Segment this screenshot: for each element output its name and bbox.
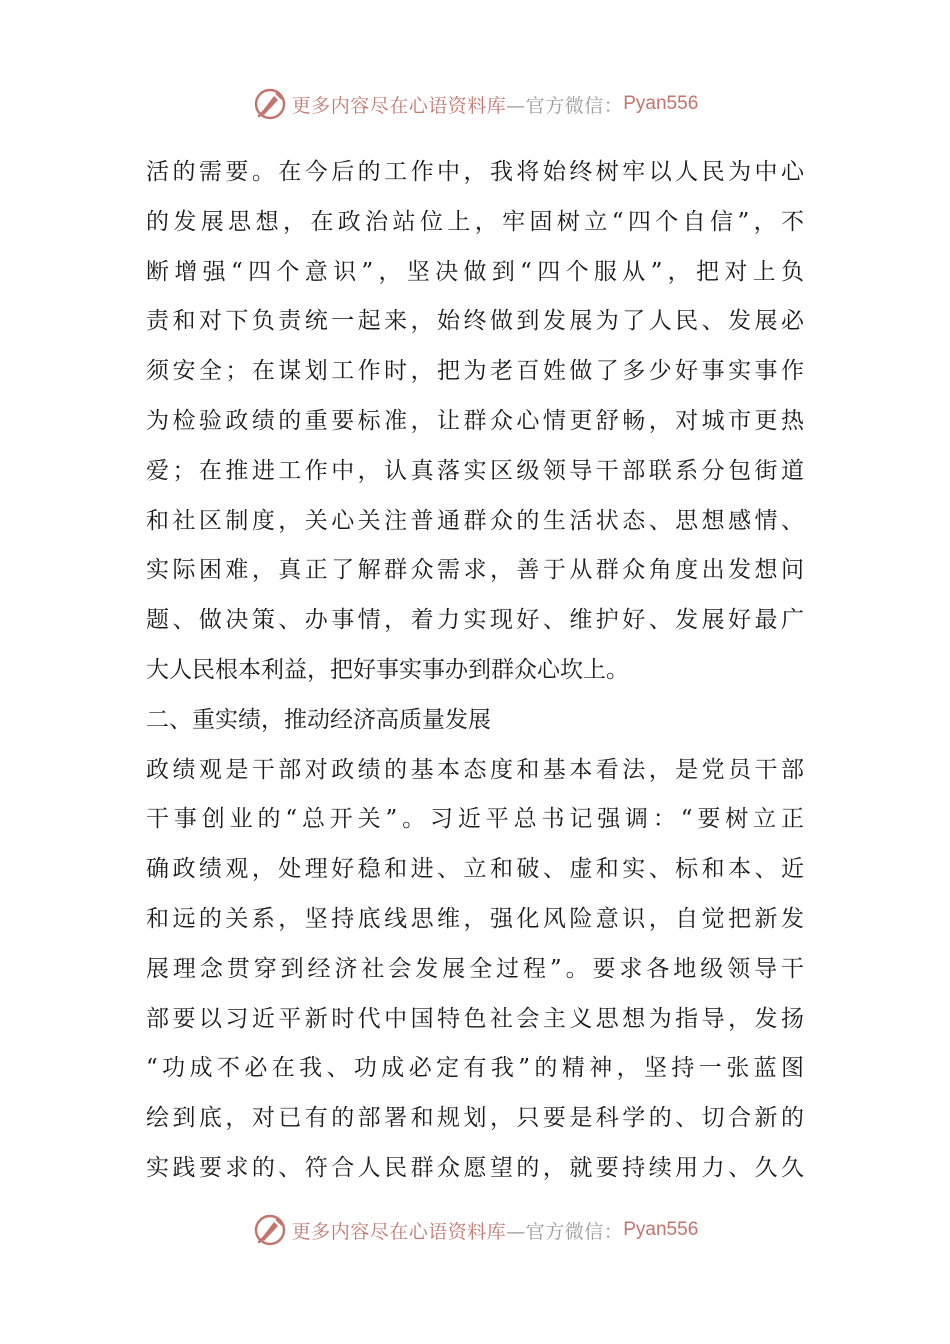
body-line: 干事创业的“总开关”。习近平总书记强调：“要树立正 (146, 806, 804, 833)
header-banner (0, 82, 950, 126)
body-line: 和社区制度，关心关注普通群众的生活状态、思想感情、 (146, 507, 804, 534)
banner-wechat-id: Pyan556 (623, 93, 699, 114)
banner-wechat-label: —官方微信： (506, 1220, 624, 1243)
body-line: 实际困难，真正了解群众需求，善于从群众角度出发想问 (146, 557, 804, 584)
body-line: “功成不必在我、功成必定有我”的精神，坚持一张蓝图 (146, 1055, 804, 1082)
pen-nib-circle-icon (252, 86, 288, 122)
banner-title: 更多内容尽在心语资料库 (291, 94, 507, 117)
body-line: 题、做决策、办事情，着力实现好、维护好、发展好最广 (146, 607, 804, 634)
banner-wechat-label: —官方微信： (506, 94, 624, 117)
banner-title: 更多内容尽在心语资料库 (291, 1220, 507, 1243)
body-line: 部要以习近平新时代中国特色社会主义思想为指导，发扬 (146, 1005, 804, 1032)
body-line: 爱；在推进工作中，认真落实区级领导干部联系分包街道 (146, 457, 804, 484)
body-line: 的发展思想，在政治站位上，牢固树立“四个自信”，不 (146, 208, 804, 235)
body-line: 和远的关系，坚持底线思维，强化风险意识，自觉把新发 (146, 905, 804, 932)
body-line: 活的需要。在今后的工作中，我将始终树牢以人民为中心 (146, 159, 804, 185)
body-line: 责和对下负责统一起来，始终做到发展为了人民、发展必 (146, 308, 804, 335)
body-line: 断增强“四个意识”，坚决做到“四个服从”，把对上负 (146, 258, 804, 285)
pen-nib-circle-icon (252, 1212, 288, 1248)
footer-banner (0, 1208, 950, 1252)
body-line: 为检验政绩的重要标准，让群众心情更舒畅，对城市更热 (146, 407, 804, 434)
body-line: 实践要求的、符合人民群众愿望的，就要持续用力、久久 (146, 1154, 804, 1181)
document-body (146, 148, 804, 1194)
banner-wechat-id: Pyan556 (623, 1219, 699, 1240)
body-line: 政绩观是干部对政绩的基本态度和基本看法，是党员干部 (146, 756, 804, 783)
section-heading: 二、重实绩，推动经济高质量发展 (146, 706, 491, 733)
body-line: 确政绩观，处理好稳和进、立和破、虚和实、标和本、近 (146, 856, 804, 883)
body-line: 须安全；在谋划工作时，把为老百姓做了多少好事实事作 (146, 358, 804, 385)
body-line: 绘到底，对已有的部署和规划，只要是科学的、切合新的 (146, 1105, 804, 1132)
paragraph-last-line: 大人民根本利益，把好事实事办到群众心坎上。 (146, 656, 629, 683)
body-line: 展理念贯穿到经济社会发展全过程”。要求各地级领导干 (146, 955, 804, 982)
